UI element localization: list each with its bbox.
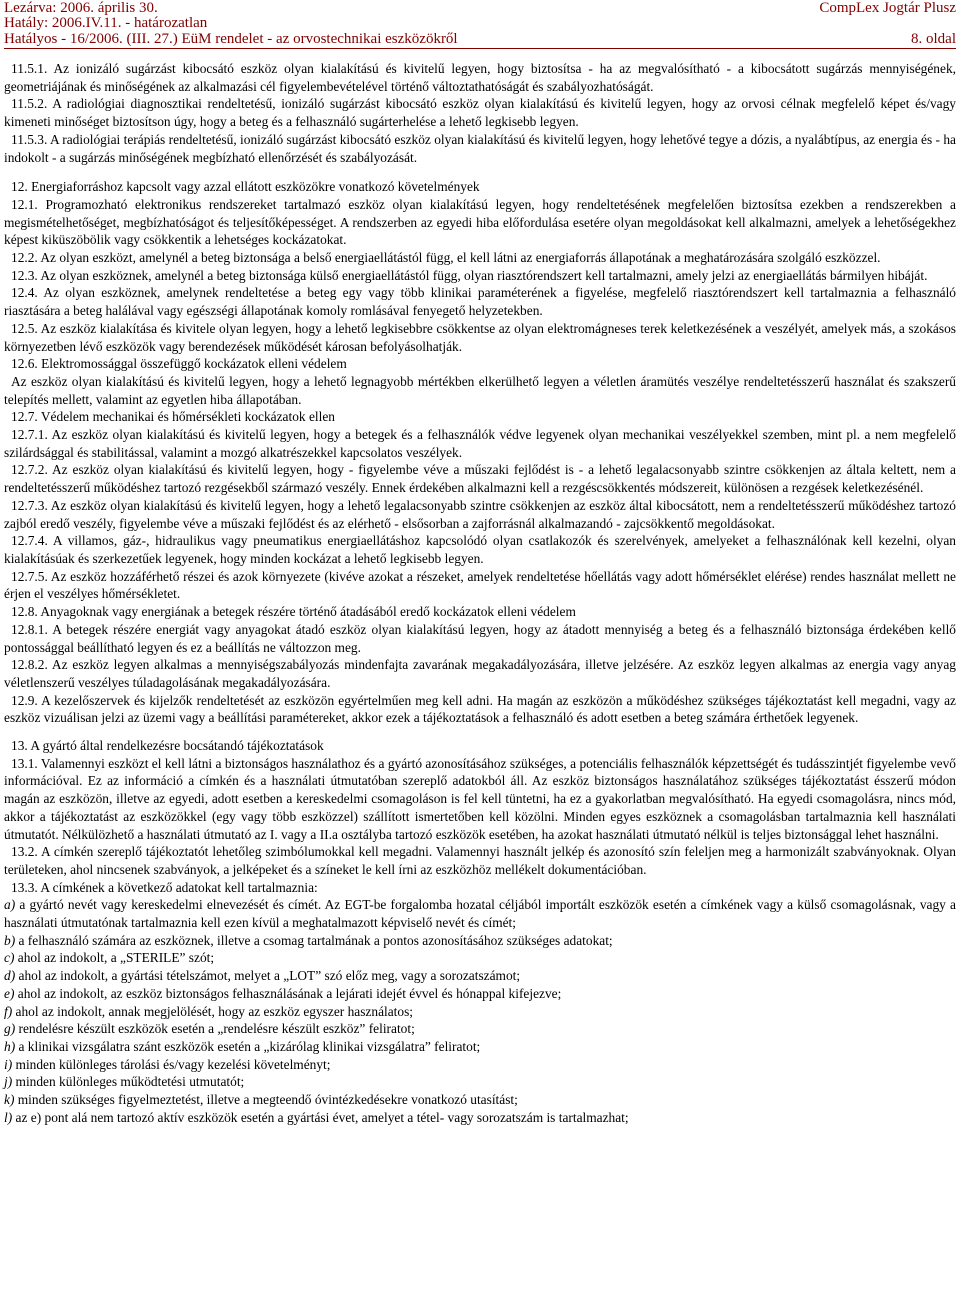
subsection-heading: 12.8. Anyagoknak vagy energiának a betegek részére történő átadásából eredő kockázatok elleni védelem [11, 604, 576, 620]
list-item [4, 967, 956, 985]
paragraph: 12.7.4. A villamos, gáz-, hidraulikus vagy pneumatikus energiaellátáshoz kapcsolódó olyan csatlakozók és szerelvények, amelyeket a felhasználónak kell kezelni, olyan kialakításúak és szerkezetűek legyenek, hogy minden kockázat a lehető legkisebb legyen. [4, 533, 956, 566]
list-item [4, 1073, 956, 1091]
list-letter: i) [4, 1056, 13, 1072]
paragraph: 13.2. A címkén szereplő tájékoztatót lehetőleg szimbólumokkal kell megadni. Valamennyi használt jelkép és azonosító szín feleljen meg a harmonizált szabványoknak. Olyan területeken, ahol nincsenek szabványok, a jelképeket és a színeket le kell írni az eszközhöz mellékelt dokumentációban. [4, 844, 956, 877]
paragraph: 12.7.2. Az eszköz olyan kialakítású és kivitelű legyen, hogy - figyelembe véve a műszaki fejlődést is - a lehető legalacsonyabb szintre csökkenjen az általa keltett, nem a rendeltetésszerű működéshez tartozó rezgésekből származó veszély. Ennek érdekében alkalmazni kell a rezgéscsökkentés módszereit, különösen a rezgések keletkezésénél. [4, 462, 956, 496]
list-text: ahol az indokolt, a gyártási tételszámot, melyet a „LOT” szó előz meg, vagy a sorozatszámot; [15, 968, 521, 984]
paragraph: 12.1. Programozható elektronikus rendszereket tartalmazó eszköz olyan kialakítású legyen, hogy rendeltetésének megfelelően biztosítsa ezekben a rendszerekben a megismételhetőséget, megbízhatóságot és teljesítőképességet. A rendszerben az egyedi hiba előfordulása esetére olyan megoldásokat kell alkalmazni, amelyek a lehetőségekhez képest kiküszöbölik vagy csökkentik a lehetséges kockázatokat. [4, 196, 956, 248]
list-item [4, 1056, 956, 1074]
effect-period: Hatály: 2006.IV.11. - határozatlan [4, 15, 208, 31]
list-item [4, 1003, 956, 1021]
list-text: a felhasználó számára az eszköznek, illetve a csomag tartalmának a pontos azonosításához szükséges adatokat; [15, 932, 613, 948]
subsection-heading: 12.6. Elektromossággal összefüggő kockázatok elleni védelem [11, 356, 347, 372]
list-letter: j) [4, 1074, 13, 1090]
paragraph: 12.8.2. Az eszköz legyen alkalmas a mennyiségszabályozás mindenfajta zavarának megakadályozására, illetve jelzésére. Az eszköz legyen alkalmas az energia vagy anyag véletlenszerű veszélyes túladagolásának megakadályozására. [4, 657, 956, 690]
paragraph: Az eszköz olyan kialakítású és kivitelű legyen, hogy a lehető legnagyobb mértékben elkerülhető legyen a véletlen áramütés veszélye rendeltetésszerű használat és szakszerű telepítés mellett, valamint az egyetlen hiba állapotában. [4, 373, 956, 407]
list-text: minden különleges tárolási és/vagy kezelési követelményt; [12, 1056, 331, 1072]
paragraph: 12.4. Az olyan eszköznek, amelynek rendeltetése a beteg egy vagy több klinikai paraméterének a figyelése, megfelelő riasztórendszert kell tartalmaznia a felhasználó riasztására a beteg halálával vagy egészségi állapotának komoly romlásával fenyegető helyzetekben. [4, 285, 956, 319]
section-heading: 13. A gyártó által rendelkezésre bocsátandó tájékoztatások [11, 738, 324, 754]
list-item [4, 985, 956, 1003]
list-letter: g) [4, 1021, 16, 1037]
paragraph: 12.8.1. A betegek részére energiát vagy anyagokat átadó eszköz olyan kialakítású legyen, hogy az átadott mennyiség a beteg és a felhasználó biztonsága érdekében kellő pontossággal beállítható legyen és ez a beállítás ne változzon meg. [4, 621, 956, 655]
list-text: minden szükséges figyelmeztetést, illetve a megteendő óvintézkedésekre vonatkozó utasítást; [14, 1092, 518, 1108]
product-name: CompLex Jogtár Plusz [819, 0, 956, 16]
paragraph: 11.5.3. A radiológiai terápiás rendeltetésű, ionizáló sugárzást kibocsátó eszköz olyan kialakítású és kivitelű legyen, hogy lehetővé tegye a dózis, a nyalábtípus, az energia és - ha indokolt - a sugárzás minőségének megbízható ellenőrzését és szabályozását. [4, 131, 956, 165]
document-title: Hatályos - 16/2006. (III. 27.) EüM rendelet - az orvostechnikai eszközökről [4, 31, 458, 47]
list-item [4, 949, 956, 967]
paragraph: 12.5. Az eszköz kialakítása és kivitele olyan legyen, hogy a lehető legkisebbre csökkentse az olyan elektromágneses terek keletkezésének a veszélyét, amelyek más, a szokásos környezetben lévő eszközök vagy berendezések működését károsan befolyásolhatják. [4, 320, 956, 354]
spacer [4, 166, 956, 178]
document-body [4, 60, 956, 1126]
section-heading: 12. Energiaforráshoz kapcsolt vagy azzal ellátott eszközökre vonatkozó követelmények [11, 179, 480, 195]
list-item [4, 1038, 956, 1056]
list-item [4, 1091, 956, 1109]
paragraph: 12.7.3. Az eszköz olyan kialakítású és kivitelű legyen, hogy a lehető legalacsonyabb szintre csökkenjen az eszköz által kibocsátott, nem a rendeltetésszerű működéshez tartozó zajból eredő veszély, figyelembe véve a műszaki fejlődést és az elérhető - elsősorban a zajforrásnál alkalmazandó - zajcsökkentő megoldásokat. [4, 497, 956, 531]
list-item [4, 896, 956, 931]
list-letter: k) [4, 1092, 15, 1108]
paragraph: 12.3. Az olyan eszköznek, amelynél a beteg biztonsága külső energiaellátástól függ, olyan riasztórendszert kell tartalmazni, amely jelzi az energiaellátás bármilyen hibáját. [11, 267, 928, 283]
list-letter: d) [4, 968, 16, 984]
paragraph: 11.5.2. A radiológiai diagnosztikai rendeltetésű, ionizáló sugárzást kibocsátó eszköz olyan kialakítású és kivitelű legyen, hogy az orvosi célnak megfelelő képet és/vagy kimeneti minőséget biztosítson úgy, hogy a beteg és a felhasználó sugárterhelése a lehető legkisebb legyen. [4, 96, 956, 130]
list-letter: c) [4, 950, 15, 966]
list-letter: f) [4, 1003, 13, 1019]
list-text: minden különleges működtetési utmutatót; [12, 1074, 245, 1090]
paragraph: 12.7.1. Az eszköz olyan kialakítású és kivitelű legyen, hogy a betegek és a felhasználók védve legyenek olyan mechanikai veszélyekkel szemben, mint pl. a nem megfelelő szilárdsággal és stabilitással, valamint a mozgó alkatrészekkel kapcsolatos veszélyek. [4, 427, 956, 460]
list-text: a gyártó nevét vagy kereskedelmi elnevezését és címét. Az EGT-be forgalomba hozatal céljából importált eszközök esetén a címkének vagy a külső csomagolásnak, vagy a használati útmutatónak tartalmaznia kell ezen kívül a meghatalmazott képviselő nevét és címét; [4, 897, 956, 931]
paragraph: 12.9. A kezelőszervek és kijelzők rendeltetését az eszközön egyértelműen meg kell adni. Ha magán az eszközön a működéshez szükséges tájékoztatást kell megadni, vagy az eszköz vizuálisan jelzi az üzemi vagy a beállítási paramétereket, akkor ezek a tájékoztatások a felhasználó és adott esetben a beteg számára érthetőek legyenek. [4, 692, 956, 726]
list-text: a klinikai vizsgálatra szánt eszközök esetén a „kizárólag klinikai vizsgálatra” feliratot; [15, 1038, 481, 1054]
list-item [4, 1020, 956, 1038]
page-header [4, 0, 956, 46]
paragraph: 13.3. A címkének a következő adatokat kell tartalmaznia: [11, 879, 318, 895]
list-text: ahol az indokolt, annak megjelölését, hogy az eszköz egyszer használatos; [12, 1003, 414, 1019]
list-text: az e) pont alá nem tartozó aktív eszközök esetén a gyártási évet, amelyet a tétel- vagy sorozatszám is tartalmazhat; [12, 1109, 629, 1125]
closing-date: Lezárva: 2006. április 30. [4, 0, 158, 16]
paragraph: 12.7.5. Az eszköz hozzáférhető részei és azok környezete (kivéve azokat a részeket, amelyek rendeltetése hőellátás vagy adott hőmérséklet elérése) rendes használat mellett ne érjen el veszélyes hőmérsékletet. [4, 568, 956, 602]
paragraph: 11.5.1. Az ionizáló sugárzást kibocsátó eszköz olyan kialakítású és kivitelű legyen, hogy biztosítsa - ha az megvalósítható - a kibocsátott sugárzás mennyiségének, geometriájának és minőségének az alkalmazási cél figyelembevételével történő változtathatóságát és szabályozhatóságát. [4, 61, 956, 94]
list-letter: b) [4, 932, 16, 948]
paragraph: 12.2. Az olyan eszközt, amelynél a beteg biztonsága a belső energiaellátástól függ, el kell látni az energiaforrás állapotának a meghatározására szolgáló eszközzel. [11, 250, 881, 266]
subsection-heading: 12.7. Védelem mechanikai és hőmérsékleti kockázatok ellen [11, 409, 335, 425]
header-line-3 [4, 31, 956, 47]
list-letter: a) [4, 897, 16, 913]
list-item [4, 932, 956, 950]
list-item [4, 1109, 956, 1127]
header-line-1 [4, 0, 956, 16]
list-text: ahol az indokolt, a „STERILE” szót; [14, 950, 215, 966]
spacer [4, 727, 956, 737]
header-divider [4, 48, 956, 49]
header-line-2 [4, 15, 956, 31]
paragraph: 13.1. Valamennyi eszközt el kell látni a biztonságos használathoz és a gyártó azonosításához szükséges, a potenciális felhasználók képzettségét és tudásszintjét figyelembe vevő információval. Ez az információ a címkén és a használati útmutatóban szereplő adatokból áll. Az eszköz biztonságos használatához szükséges tájékoztatást ésszerű módon magán az eszközön, illetve az egyedi, adott esetben a kereskedelmi csomagoláson is fel kell tüntetni, ha ez a gyakorlatban megvalósítható. Ha egyedi csomagolásra, nincs mód, akkor a tájékoztatást az eszközökkel (egy vagy több eszközzel) szállított ismertetőben kell közölni. Minden egyes eszköznek a csomagolásban tartalmaznia kell használati útmutatót. Nélkülözhető a használati útmutató az I. vagy a II.a osztályba tartozó eszközök esetében, ha azokat használati útmutató nélkül is teljes biztonsággal lehet használni. [4, 755, 956, 842]
list-letter: e) [4, 985, 15, 1001]
page-number: 8. oldal [911, 31, 956, 47]
list-text: ahol az indokolt, az eszköz biztonságos felhasználásának a lejárati idejét évvel és hónappal kifejezve; [14, 985, 562, 1001]
list-letter: l) [4, 1109, 13, 1125]
list-letter: h) [4, 1038, 16, 1054]
list-text: rendelésre készült eszközök esetén a „rendelésre készült eszköz” feliratot; [15, 1021, 415, 1037]
